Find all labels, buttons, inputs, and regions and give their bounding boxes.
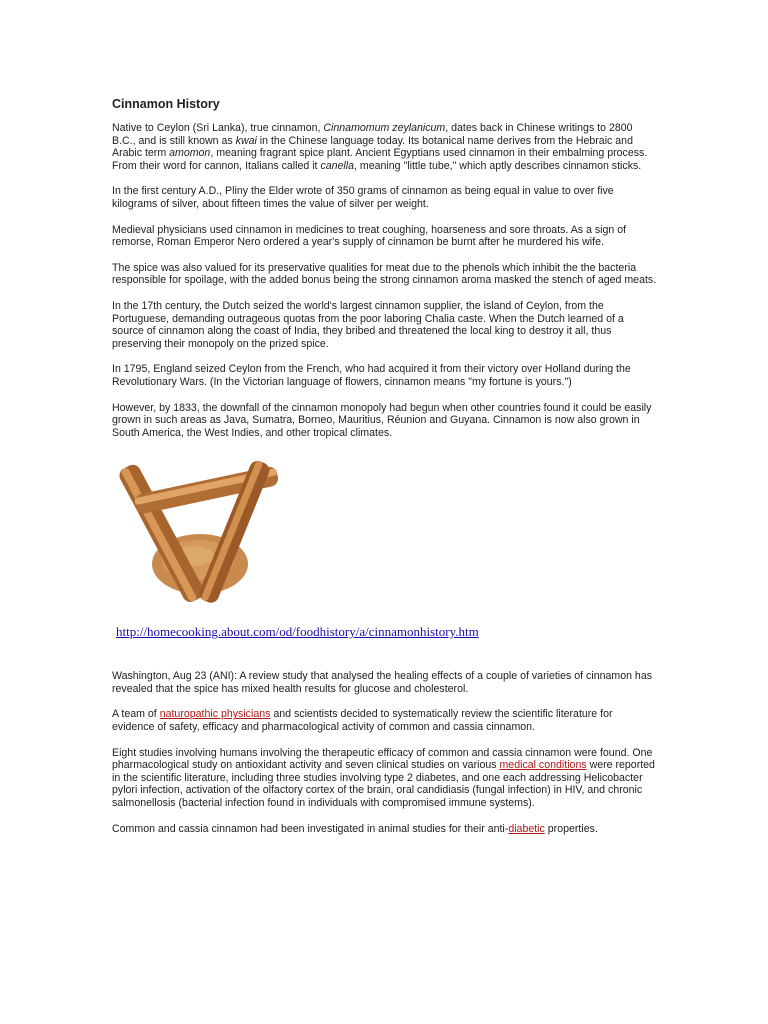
text: , dates back in Chinese writings to 2800 B.C., and is still known as [112, 122, 633, 147]
text: and scientists decided to systematically review the scientific literature for evidence of safety, efficacy and pharmacological activity of common and cassia cinnamon. [112, 708, 613, 734]
text: , meaning fragrant spice plant. Ancient Egyptians used cinnamon in their embalming process. From their word for cannon, Italians called it [112, 147, 648, 172]
cinnamon-photo [112, 452, 302, 610]
hebrew-term: amomon [169, 147, 211, 160]
naturopathic-physicians-link[interactable]: naturopathic physicians [159, 708, 271, 721]
cinnamon-image [112, 452, 302, 610]
diabetic-link[interactable]: diabetic [508, 822, 545, 835]
chinese-term: kwai [235, 134, 257, 147]
text: properties. [544, 822, 598, 835]
text: were reported in the scientific literature, including three studies involving type 2 diabetes, and one each addressing Helicobacter pylori infection, activation of the olfactory cortex of the brain, oral candidiasis (fungal infection) in HIV, and chronic salmonellosis (bacterial infection found in individuals with compromised immune systems). [112, 759, 655, 810]
paragraph-team [112, 708, 657, 733]
source-link[interactable]: http://homecooking.about.com/od/foodhistory/a/cinnamonhistory.htm [116, 624, 479, 640]
article [112, 96, 657, 848]
text: , meaning "little tube," which aptly describes cinnamon sticks. [354, 159, 642, 172]
paragraph-medieval: Medieval physicians used cinnamon in medicines to treat coughing, hoarseness and sore throats. As a sign of remorse, Roman Emperor Nero ordered a year's supply of cinnamon be burnt after he murdered his wife. [112, 223, 627, 249]
paragraph-dutch: In the 17th century, the Dutch seized the world's largest cinnamon supplier, the island of Ceylon, from the Portuguese, demanding outrageous quotas from the poor laboring Chalia caste. When the Dutch learned of a source of cinnamon along the coast of India, they bribed and threatened the local king to destroy it all, thus preserving their monopoly on the prized spice. [112, 299, 624, 350]
paragraph-ani-intro: Washington, Aug 23 (ANI): A review study that analysed the healing effects of a couple of varieties of cinnamon has revealed that the spice has mixed health results for glucose and cholesterol. [112, 670, 653, 695]
paragraph-pliny: In the first century A.D., Pliny the Elder wrote of 350 grams of cinnamon as being equal in value to over five kilograms of silver, about fifteen times the value of silver per weight. [112, 185, 614, 210]
paragraph-downfall: However, by 1833, the downfall of the cinnamon monopoly had begun when other countries found it could be easily grown in such areas as Java, Sumatra, Borneo, Mauritius, Réunion and Guyana. Cinnamon is now also grown in South America, the West Indies, and other tropical climates. [112, 401, 652, 439]
botanical-name: Cinnamomum zeylanicum [323, 122, 446, 134]
article-title: Cinnamon History [112, 97, 220, 111]
paragraph-england: In 1795, England seized Ceylon from the French, who had acquired it from their victory over Holland during the Revolutionary Wars. (In the Victorian language of flowers, cinnamon means "my fortune is yours.") [112, 363, 631, 388]
italian-term: canella [320, 159, 355, 172]
text: Native to Ceylon (Sri Lanka), true cinnamon, [112, 122, 324, 134]
paragraph-animal-studies [112, 823, 657, 836]
text: A team of [112, 708, 160, 721]
text: Common and cassia cinnamon had been investigated in animal studies for their anti- [112, 822, 509, 835]
text: in the Chinese language today. Its botanical name derives from the Hebraic and Arabic term [112, 134, 633, 160]
paragraph-origin [112, 122, 657, 172]
text: Eight studies involving humans involving the therapeutic efficacy of common and cassia cinnamon were found. One pharmacological study on antioxidant activity and seven clinical studies on various [112, 746, 653, 772]
paragraph-studies [112, 747, 657, 810]
medical-conditions-link[interactable]: medical conditions [499, 759, 587, 772]
paragraph-preservative: The spice was also valued for its preservative qualities for meat due to the phenols which inhibit the the bacteria responsible for spoilage, with the added bonus being the strong cinnamon aroma masked the stench of aged meats. [112, 261, 657, 287]
